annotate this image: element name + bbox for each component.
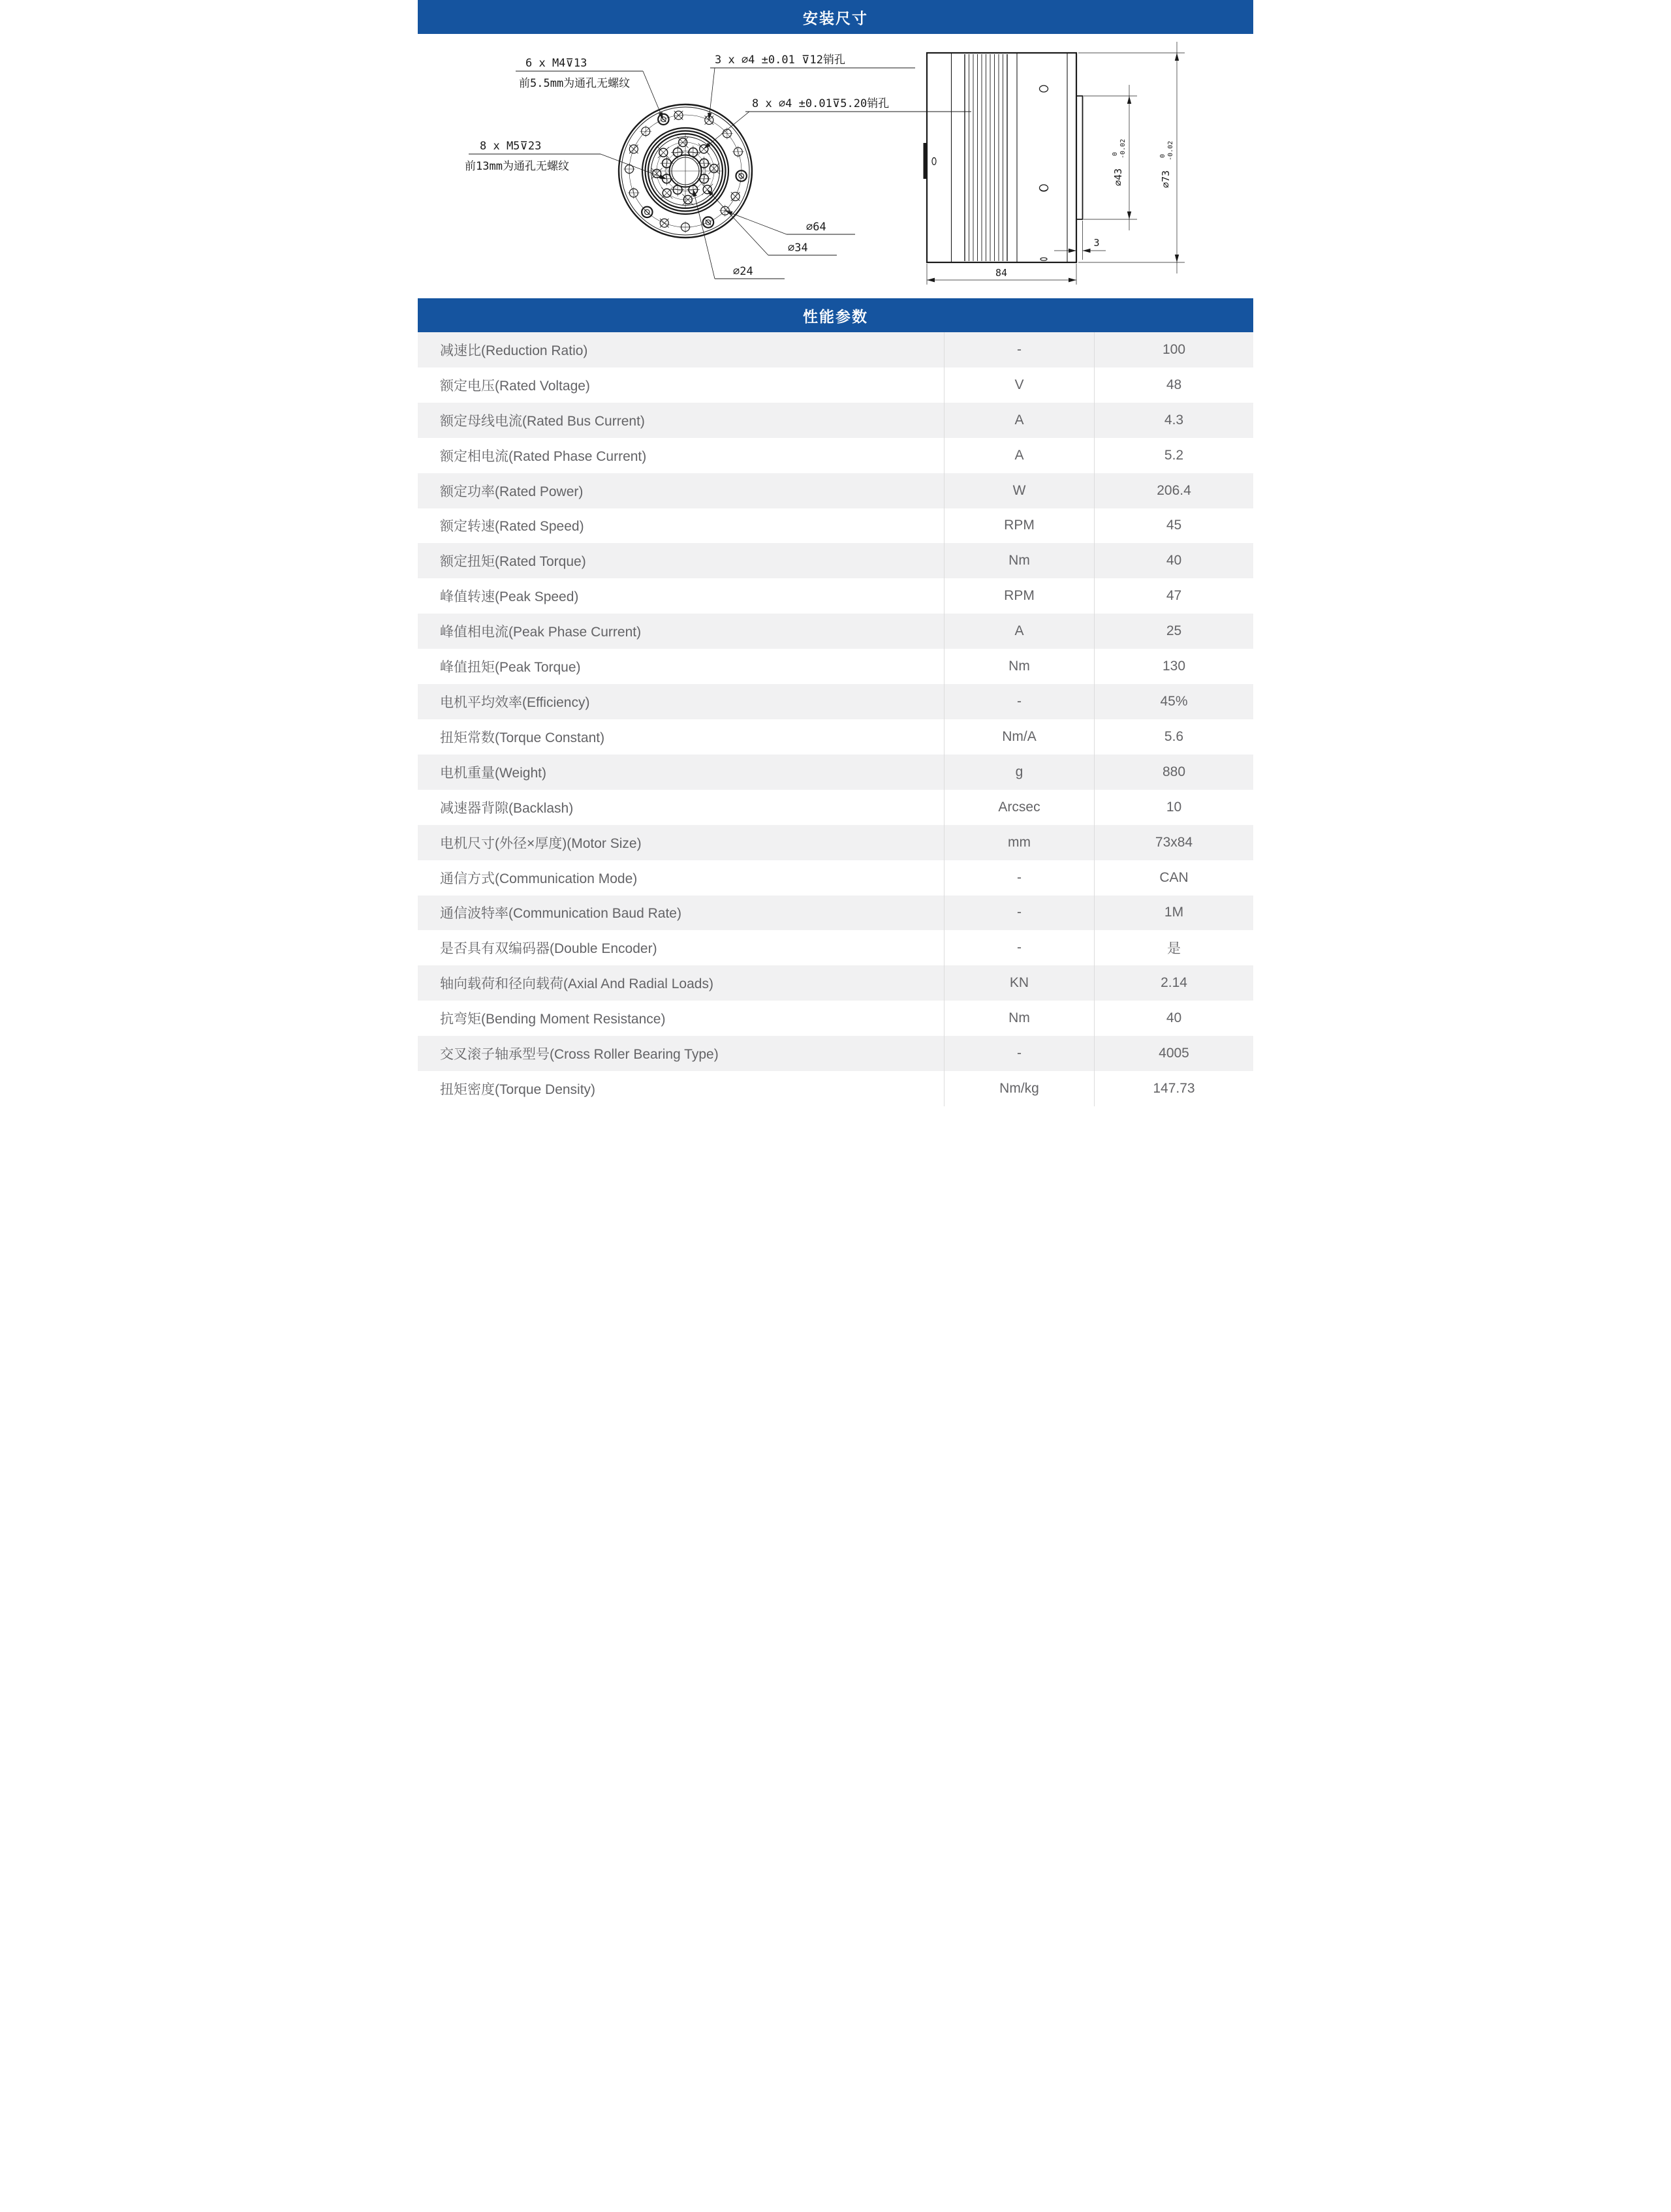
spec-value: 880: [1162, 764, 1186, 779]
dim-d43-tol-lower: -0.02: [1119, 138, 1127, 159]
spec-value: 25: [1166, 623, 1182, 639]
table-row: [418, 790, 1253, 825]
dim-d43-tol-upper: 0: [1112, 151, 1119, 156]
spec-label: 峰值扭矩(Peak Torque): [418, 649, 945, 684]
performance-title: 性能参数: [803, 307, 868, 325]
annotation-m5-note: 前13mm为通孔无螺纹: [465, 160, 569, 173]
spec-label: 额定电压(Rated Voltage): [418, 367, 945, 403]
installation-section-header: [418, 0, 1253, 34]
spec-unit: A: [945, 614, 1095, 649]
table-row: [418, 930, 1253, 965]
annotation-m4-note: 前5.5mm为通孔无螺纹: [519, 77, 631, 90]
spec-unit: -: [945, 684, 1095, 719]
table-row: [418, 965, 1253, 1001]
table-row: [418, 332, 1253, 367]
heatsink-fins: [965, 54, 1007, 261]
spec-unit: A: [945, 403, 1095, 438]
spec-unit: W: [945, 473, 1095, 508]
spec-value: 48: [1166, 377, 1182, 392]
table-row: [418, 1071, 1253, 1106]
spec-unit: A: [945, 438, 1095, 473]
dim-label-3: 3: [1093, 237, 1100, 249]
spec-value: 是: [1167, 941, 1181, 957]
spec-value: 147.73: [1153, 1080, 1195, 1096]
spec-unit: Nm: [945, 649, 1095, 684]
spec-label: 减速器背隙(Backlash): [418, 790, 945, 825]
annotation-m4: 6 x M4⊽13: [525, 57, 587, 70]
dim-label-d64: ∅64: [806, 221, 826, 234]
spec-unit: Nm/kg: [945, 1071, 1095, 1106]
datasheet-page: [418, 0, 1253, 1106]
table-row: [418, 1036, 1253, 1071]
spec-unit: RPM: [945, 578, 1095, 614]
dim-label-d24: ∅24: [733, 265, 753, 278]
spec-value: 206.4: [1157, 482, 1191, 498]
spec-value: 45%: [1160, 694, 1188, 709]
spec-unit: RPM: [945, 508, 1095, 544]
table-row: [418, 543, 1253, 578]
spec-unit: Nm: [945, 543, 1095, 578]
spec-value: 4.3: [1164, 412, 1184, 428]
performance-table: [418, 332, 1253, 1106]
spec-value: 1M: [1164, 905, 1184, 920]
spec-label: 峰值转速(Peak Speed): [418, 578, 945, 614]
spec-label: 通信波特率(Communication Baud Rate): [418, 896, 945, 931]
table-row: [418, 755, 1253, 790]
spec-unit: Nm/A: [945, 719, 1095, 755]
dim-d73-tol-lower: -0.02: [1167, 140, 1174, 161]
side-view-dim-texts: [995, 139, 1174, 279]
spec-value: 2.14: [1161, 975, 1187, 991]
spec-unit: Nm: [945, 1001, 1095, 1036]
spec-label: 抗弯矩(Bending Moment Resistance): [418, 1001, 945, 1036]
spec-unit: Arcsec: [945, 790, 1095, 825]
dim-label-84: 84: [995, 267, 1008, 279]
spec-value: 5.2: [1164, 447, 1184, 463]
spec-value: 4005: [1159, 1046, 1189, 1061]
dim-label-d43: ∅43: [1112, 168, 1124, 186]
dim-d73-tol-upper: 0: [1159, 153, 1166, 158]
spec-unit: -: [945, 332, 1095, 367]
spec-unit: -: [945, 896, 1095, 931]
dim-label-d73: ∅73: [1160, 170, 1172, 188]
spec-unit: -: [945, 860, 1095, 896]
side-view-dimensions: [927, 42, 1185, 285]
front-view: [619, 104, 752, 238]
spec-value: CAN: [1159, 869, 1189, 885]
spec-unit: mm: [945, 825, 1095, 860]
table-row: [418, 860, 1253, 896]
table-row: [418, 578, 1253, 614]
table-row: [418, 403, 1253, 438]
spec-label: 扭矩常数(Torque Constant): [418, 719, 945, 755]
spec-label: 峰值相电流(Peak Phase Current): [418, 614, 945, 649]
spec-label: 交叉滚子轴承型号(Cross Roller Bearing Type): [418, 1036, 945, 1071]
spec-label: 电机平均效率(Efficiency): [418, 684, 945, 719]
spec-value: 100: [1162, 341, 1186, 357]
spec-unit: V: [945, 367, 1095, 403]
table-row: [418, 367, 1253, 403]
table-row: [418, 614, 1253, 649]
spec-label: 额定扭矩(Rated Torque): [418, 543, 945, 578]
spec-value: 5.6: [1164, 728, 1184, 744]
table-row: [418, 1001, 1253, 1036]
table-row: [418, 473, 1253, 508]
spec-unit: -: [945, 930, 1095, 965]
spec-value: 73x84: [1155, 834, 1193, 850]
table-row: [418, 896, 1253, 931]
spec-label: 扭矩密度(Torque Density): [418, 1071, 945, 1106]
spec-unit: KN: [945, 965, 1095, 1001]
spec-unit: -: [945, 1036, 1095, 1071]
table-row: [418, 649, 1253, 684]
spec-value: 47: [1166, 588, 1182, 604]
cad-drawing: [418, 34, 1253, 298]
spec-value: 10: [1166, 799, 1182, 815]
spec-label: 电机尺寸(外径×厚度)(Motor Size): [418, 825, 945, 860]
installation-title: 安装尺寸: [803, 9, 868, 27]
performance-section-header: [418, 298, 1253, 332]
spec-label: 额定母线电流(Rated Bus Current): [418, 403, 945, 438]
spec-unit: g: [945, 755, 1095, 790]
table-row: [418, 684, 1253, 719]
spec-value: 40: [1166, 1010, 1182, 1026]
side-view: [924, 53, 1083, 262]
spec-label: 减速比(Reduction Ratio): [418, 332, 945, 367]
annotation-pin3: 3 x ∅4 ±0.01 ⊽12销孔: [715, 54, 845, 67]
spec-label: 额定转速(Rated Speed): [418, 508, 945, 544]
spec-value: 40: [1166, 553, 1182, 569]
table-row: [418, 825, 1253, 860]
annotation-m5: 8 x M5⊽23: [480, 140, 542, 153]
installation-drawing: [418, 34, 1253, 298]
dim-label-d34: ∅34: [788, 241, 808, 255]
spec-value: 45: [1166, 518, 1182, 533]
table-row: [418, 719, 1253, 755]
table-row: [418, 438, 1253, 473]
spec-label: 通信方式(Communication Mode): [418, 860, 945, 896]
spec-label: 电机重量(Weight): [418, 755, 945, 790]
spec-label: 额定相电流(Rated Phase Current): [418, 438, 945, 473]
spec-value: 130: [1162, 659, 1186, 674]
spec-label: 轴向载荷和径向载荷(Axial And Radial Loads): [418, 965, 945, 1001]
spec-label: 额定功率(Rated Power): [418, 473, 945, 508]
spec-label: 是否具有双编码器(Double Encoder): [418, 930, 945, 965]
annotation-pin8: 8 x ∅4 ±0.01⊽5.20销孔: [752, 97, 890, 110]
table-row: [418, 508, 1253, 544]
